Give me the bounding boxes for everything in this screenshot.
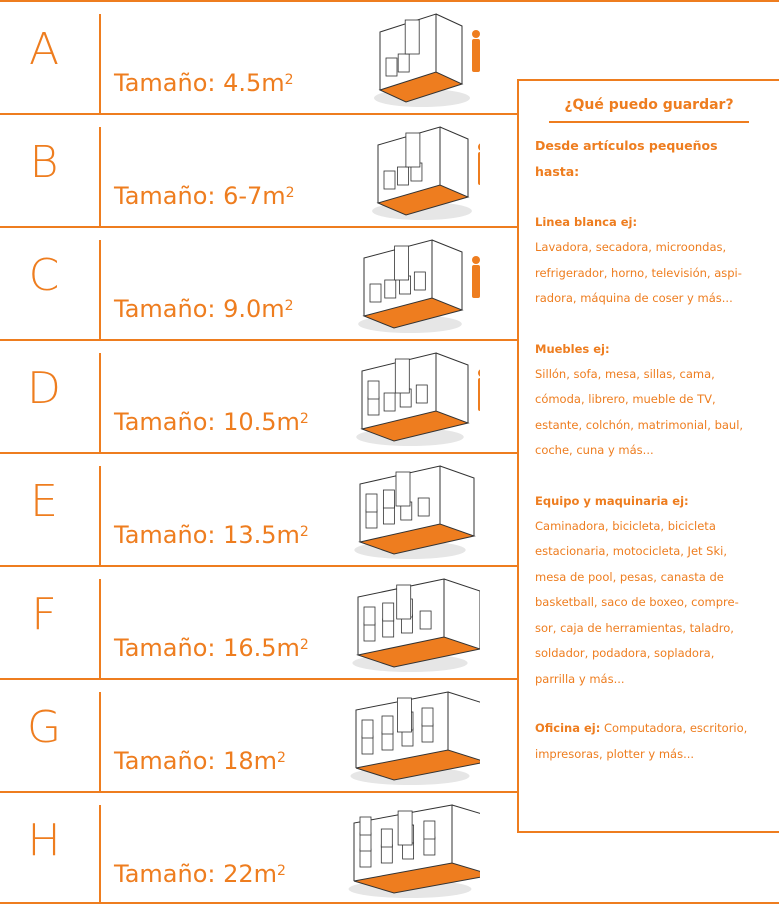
info-section-line: mesa de pool, pesas, canasta de xyxy=(535,569,724,584)
unit-size xyxy=(114,633,309,663)
row-divider xyxy=(99,14,101,113)
person-head xyxy=(472,30,480,38)
unit-box xyxy=(382,732,393,750)
info-section-line: sor, caja de herramientas, taladro, xyxy=(535,620,734,635)
unit-size-text: Tamaño: 16.5m xyxy=(114,634,300,662)
unit-box xyxy=(398,54,409,72)
storage-unit-illustration xyxy=(340,123,480,223)
info-section-body xyxy=(535,514,767,693)
row-divider xyxy=(99,692,101,791)
info-intro-line: Desde artículos pequeños xyxy=(535,138,718,153)
info-section-line: basketball, saco de boxeo, compre- xyxy=(535,595,739,609)
info-section xyxy=(535,336,767,464)
unit-box xyxy=(382,716,393,734)
storage-unit-illustration xyxy=(340,688,480,788)
info-section-line: Sillón, sofa, mesa, sillas, cama, xyxy=(535,366,715,381)
unit-size-exponent: 2 xyxy=(299,524,309,540)
unit-box xyxy=(381,829,392,847)
unit-letter: H xyxy=(27,815,61,866)
office-label: Oficina ej: xyxy=(535,721,601,735)
person-body xyxy=(478,378,480,411)
unit-shelf xyxy=(396,472,410,506)
unit-size xyxy=(114,181,295,211)
unit-size-text: Tamaño: 10.5m xyxy=(114,408,300,436)
row-divider xyxy=(99,466,101,565)
row-divider xyxy=(99,353,101,452)
unit-size xyxy=(114,520,309,550)
unit-letter: B xyxy=(29,137,59,188)
info-section-office xyxy=(535,716,767,767)
unit-letter: F xyxy=(31,589,57,640)
unit-letter: E xyxy=(30,476,58,527)
person-head xyxy=(472,256,480,264)
info-section-line: Caminadora, bicicleta, bicicleta xyxy=(535,518,716,533)
storage-unit-illustration xyxy=(340,801,480,901)
info-section-line: soldador, podadora, sopladora, xyxy=(535,646,715,660)
unit-box xyxy=(384,393,395,411)
unit-box xyxy=(364,607,375,625)
info-section-title: Linea blanca ej: xyxy=(535,215,638,229)
info-sections xyxy=(535,209,767,692)
unit-size-exponent: 2 xyxy=(299,411,309,427)
info-section-title: Muebles ej: xyxy=(535,341,610,356)
info-title: ¿Qué puedo guardar? xyxy=(549,97,749,123)
unit-size-exponent: 2 xyxy=(277,863,286,879)
unit-size xyxy=(114,407,309,437)
unit-size-exponent: 2 xyxy=(285,185,295,201)
info-section-body xyxy=(535,235,767,312)
info-section-line: radora, máquina de coser y más... xyxy=(535,291,733,305)
unit-box xyxy=(397,167,408,185)
storage-unit-illustration xyxy=(340,462,480,562)
row-divider xyxy=(99,579,101,678)
person-body xyxy=(478,152,480,185)
info-section-title: Equipo y maquinaria ej: xyxy=(535,493,689,508)
unit-size-exponent: 2 xyxy=(284,72,294,88)
unit-size-text: Tamaño: 13.5m xyxy=(114,521,300,549)
unit-box xyxy=(366,510,377,528)
info-section-line: cómoda, librero, mueble de TV, xyxy=(535,392,716,406)
unit-box xyxy=(418,498,429,516)
unit-box xyxy=(383,506,394,524)
unit-box xyxy=(383,619,394,637)
unit-box xyxy=(364,623,375,641)
unit-letter: C xyxy=(28,250,60,301)
info-section-line: estante, colchón, matrimonial, baul, xyxy=(535,417,744,432)
unit-size-exponent: 2 xyxy=(277,750,286,766)
office-line: impresoras, plotter y más... xyxy=(535,746,695,761)
office-line xyxy=(535,716,767,742)
unit-box xyxy=(360,849,371,867)
info-section xyxy=(535,488,767,693)
info-section-line: parrilla y más... xyxy=(535,671,625,686)
unit-box xyxy=(366,494,377,512)
unit-size-text: Tamaño: 18m xyxy=(114,747,278,775)
unit-shelf xyxy=(406,133,420,167)
unit-shelf xyxy=(395,359,409,393)
unit-size xyxy=(114,68,294,98)
unit-box xyxy=(362,720,373,738)
unit-box xyxy=(424,837,435,855)
unit-box xyxy=(424,821,435,839)
unit-size-text: Tamaño: 9.0m xyxy=(114,295,285,323)
unit-box xyxy=(386,58,397,76)
row-divider xyxy=(99,240,101,339)
unit-box xyxy=(383,490,394,508)
unit-box xyxy=(368,397,379,415)
unit-box xyxy=(360,817,371,835)
unit-box xyxy=(385,280,396,298)
unit-size xyxy=(114,294,294,324)
unit-size-exponent: 2 xyxy=(284,298,294,314)
unit-box xyxy=(416,385,427,403)
person-head xyxy=(478,143,480,151)
unit-letter: G xyxy=(26,702,62,753)
unit-shelf xyxy=(405,20,419,54)
info-section-line: refrigerador, horno, televisión, aspi- xyxy=(535,265,742,280)
storage-unit-illustration xyxy=(340,575,480,675)
unit-shelf xyxy=(397,585,411,619)
person-body xyxy=(472,39,480,72)
info-panel xyxy=(517,79,779,833)
unit-size xyxy=(114,859,286,889)
person-head xyxy=(478,369,480,377)
info-section-line: coche, cuna y más... xyxy=(535,443,654,457)
unit-box xyxy=(414,272,425,290)
info-section-body xyxy=(535,362,767,464)
unit-box xyxy=(368,381,379,399)
unit-shelf xyxy=(395,246,409,280)
unit-box xyxy=(370,284,381,302)
unit-box xyxy=(381,845,392,863)
unit-box xyxy=(422,708,433,726)
unit-size-text: Tamaño: 4.5m xyxy=(114,69,285,97)
unit-size-text: Tamaño: 6-7m xyxy=(114,182,286,210)
unit-size-exponent: 2 xyxy=(299,637,309,653)
unit-box xyxy=(384,171,395,189)
unit-box xyxy=(420,611,431,629)
unit-box xyxy=(362,736,373,754)
unit-size-text: Tamaño: 22m xyxy=(114,860,278,888)
unit-shelf xyxy=(398,811,412,845)
unit-box xyxy=(422,724,433,742)
unit-box xyxy=(360,833,371,851)
row-divider xyxy=(99,805,101,902)
unit-letter: D xyxy=(27,363,61,414)
info-intro xyxy=(535,133,767,185)
storage-unit-illustration xyxy=(340,10,480,110)
info-section-line: estacionaria, motocicleta, Jet Ski, xyxy=(535,544,727,558)
unit-size xyxy=(114,746,286,776)
storage-unit-illustration xyxy=(340,236,480,336)
unit-box xyxy=(383,603,394,621)
info-section-line: Lavadora, secadora, microondas, xyxy=(535,240,727,254)
info-section xyxy=(535,209,767,312)
storage-unit-illustration xyxy=(340,349,480,449)
person-body xyxy=(472,265,480,298)
info-intro-line: hasta: xyxy=(535,164,580,179)
unit-letter: A xyxy=(28,24,60,75)
row-divider xyxy=(99,127,101,226)
unit-shelf xyxy=(397,698,411,732)
office-text: Computadora, escritorio, xyxy=(600,721,748,735)
